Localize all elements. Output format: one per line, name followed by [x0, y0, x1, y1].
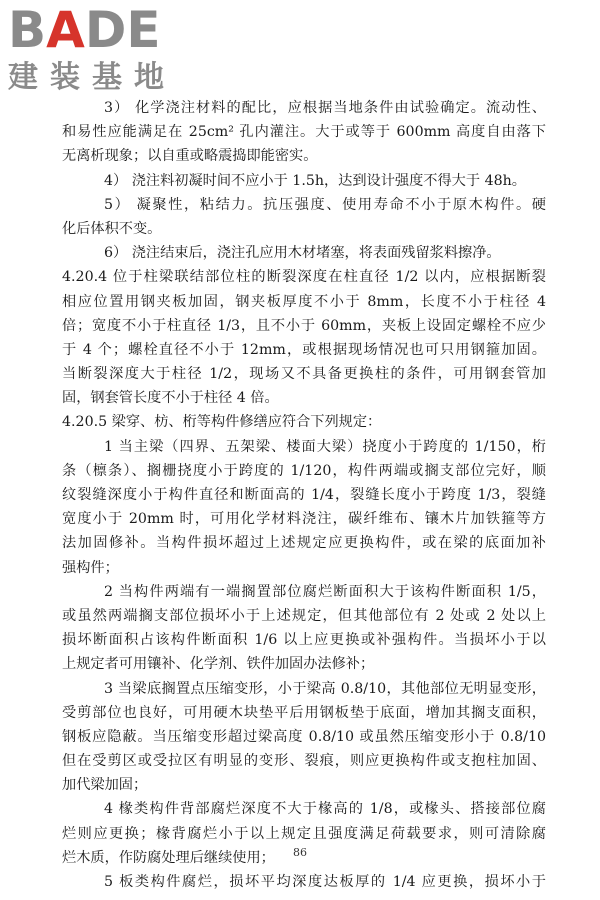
text-line: 烂则应更换；椽背腐烂小于以上规定且强度满足荷载要求，则可清除腐 [62, 825, 546, 842]
text-line: 相应位置用钢夹板加固，钢夹板厚度不小于 8mm，长度不小于柱径 4 [62, 293, 546, 310]
text-line: 4 椽类构件背部腐烂深度不大于椽高的 1/8，或椽头、搭接部位腐 [104, 801, 546, 818]
text-line: 上规定者可用镶补、化学剂、铁件加固办法修补； [62, 656, 375, 673]
text-line: 当断裂深度大于柱径 1/2，现场又不具备更换柱的条件，可用钢套管加 [62, 366, 546, 383]
text-line: 损坏断面积占该构件断面积 1/6 以上应更换或补强构件。当损坏小于以 [62, 632, 546, 649]
text-line: 6） 浇注结束后，浇注孔应用木材堵塞，将表面残留浆料擦净。 [104, 245, 501, 262]
text-line: 无离析现象；以自重或略震捣即能密实。 [62, 148, 318, 165]
text-line: 于 4 个；螺栓直径不小于 12mm，或根据现场情况也可只用钢箍加固。 [62, 341, 546, 358]
text-line: 3） 化学浇注材料的配比，应根据当地条件由试验确定。流动性、 [104, 100, 546, 116]
text-line: 或虽然两端搁支部位损坏小于上述规定，但其他部位有 2 处或 2 处以上 [62, 607, 546, 624]
text-line: 1 当主梁（四界、五架梁、楼面大梁）挠度小于跨度的 1/150，桁 [104, 438, 546, 455]
text-line: 4） 浇注料初凝时间不应小于 1.5h，达到设计强度不得大于 48h。 [104, 172, 526, 189]
text-line: 宽度小于 20mm 时，可用化学材料浇注，碳纤维布、镶木片加铁箍等方 [62, 511, 546, 528]
text-line: 4.20.4 位于柱梁联结部位柱的断裂深度在柱直径 1/2 以内，应根据断裂 [62, 269, 546, 286]
document-body [62, 96, 546, 894]
text-line: 2 当构件两端有一端搁置部位腐烂断面积大于该构件断面积 1/5， [104, 583, 546, 600]
logo-accent-letter: A [46, 1, 85, 59]
logo-subtitle: 建装基地 [8, 60, 176, 95]
text-line: 强构件； [62, 559, 119, 576]
text-line: 受剪部位也良好，可用硬木块垫平后用钢板垫于底面，增加其搁支面积， [62, 704, 546, 721]
text-line: 加代梁加固； [62, 777, 148, 794]
text-line: 纹裂缝深度小于构件直径和断面高的 1/4，裂缝长度小于跨度 1/3，裂缝 [62, 487, 546, 503]
text-line: 5） 凝聚性，粘结力。抗压强度、使用寿命不小于原木构件。硬 [104, 196, 546, 213]
text-line: 3 当梁底搁置点压缩变形，小于梁高 0.8/10，其他部位无明显变形， [104, 680, 546, 697]
text-line: 5 板类构件腐烂，损坏平均深度达板厚的 1/4 应更换，损坏小于 [104, 874, 546, 890]
text-line: 化后体积不变。 [62, 220, 162, 237]
text-line: 条（檩条）、搁栅挠度小于跨度的 1/120，构件两端或搁支部位完好，顺 [62, 462, 546, 479]
text-line: 但在受剪区或受拉区有明显的变形、裂痕，则应更换构件或支抱柱加固、 [62, 753, 546, 770]
bade-logo [4, 2, 180, 98]
text-line: 固，钢套管长度不小于柱径 4 倍。 [62, 390, 279, 407]
text-line: 倍；宽度不小于柱直径 1/3，且不小于 60mm，夹板上设固定螺栓不应少 [62, 317, 546, 334]
text-line: 钢板应隐蔽。当压缩变形超过梁高度 0.8/10 或虽然压缩变形小于 0.8/10 [62, 728, 546, 745]
logo-wordmark: BADE [8, 1, 161, 59]
text-line: 烂木质，作防腐处理后继续使用； [62, 849, 275, 866]
text-line: 和易性应能满足在 25cm² 孔内灌注。大于或等于 600mm 高度自由落下 [62, 124, 546, 141]
text-line: 4.20.5 梁穿、枋、桁等构件修缮应符合下列规定： [62, 414, 382, 431]
page-number: 86 [293, 846, 307, 859]
text-line: 法加固修补。当构件损坏超过上述规定应更换构件，或在梁的底面加补 [62, 535, 546, 552]
